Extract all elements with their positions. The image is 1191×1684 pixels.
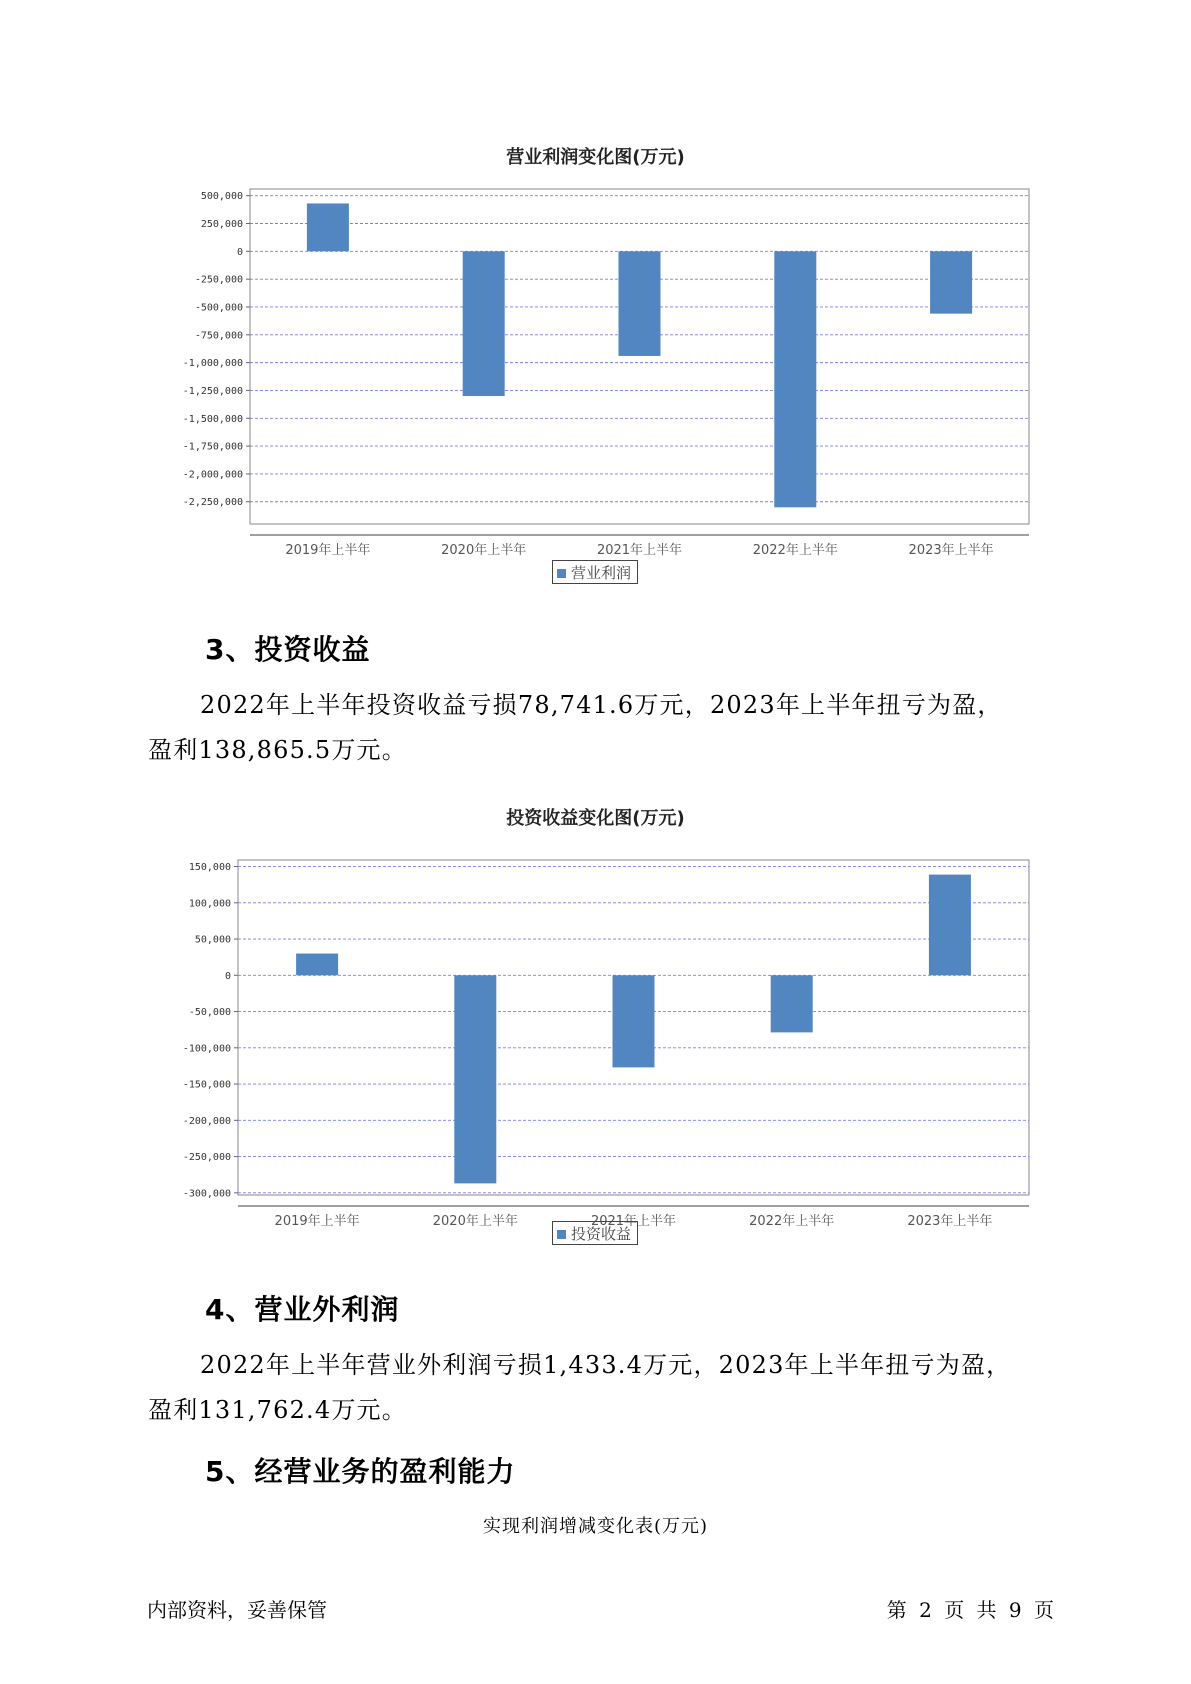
chart2-ytick-label: 0	[224, 970, 231, 982]
chart1-ytick-label: -1,000,000	[182, 358, 243, 370]
section4-heading: 4、营业外利润	[205, 1293, 400, 1326]
chart2-ytick-label: 100,000	[188, 898, 231, 910]
chart1-ytick-label: 500,000	[200, 191, 243, 203]
chart1-ytick-label: 250,000	[200, 219, 243, 231]
footer-page-number: 第 2 页 共 9 页	[886, 1598, 1054, 1622]
chart1-ytick-label: 0	[236, 246, 243, 258]
chart2-ytick-label: -50,000	[188, 1007, 231, 1019]
table-caption: 实现利润增减变化表(万元)	[482, 1516, 709, 1537]
chart1-ytick-label: -2,250,000	[182, 497, 243, 509]
chart2-xtick-label: 2019年上半年	[274, 1214, 360, 1229]
chart1-xtick-label: 2023年上半年	[908, 543, 994, 558]
section3-line1: 2022年上半年投资收益亏损78,741.6万元，2023年上半年扭亏为盈，	[200, 691, 1003, 719]
chart2-ytick-label: -250,000	[182, 1152, 231, 1164]
chart2-title: 投资收益变化图(万元)	[506, 808, 685, 829]
chart2-ytick-label: -100,000	[182, 1043, 231, 1055]
chart2-legend-swatch	[557, 1230, 566, 1239]
section4-line1: 2022年上半年营业外利润亏损1,433.4万元，2023年上半年扭亏为盈，	[200, 1351, 1012, 1379]
chart1-ytick-label: -500,000	[194, 302, 243, 314]
chart1-legend-label: 营业利润	[571, 564, 632, 582]
chart1-xtick-label: 2022年上半年	[752, 543, 838, 558]
chart2-ytick-label: -200,000	[182, 1115, 231, 1127]
chart2-xtick-label: 2023年上半年	[907, 1214, 993, 1229]
section3-heading: 3、投资收益	[205, 633, 371, 666]
chart2-ytick-label: 50,000	[194, 934, 231, 946]
chart1-ytick-label: -1,750,000	[182, 441, 243, 453]
chart1-ytick-label: -250,000	[194, 274, 243, 286]
chart2-bar	[929, 875, 971, 976]
section3-line2: 盈利138,865.5万元。	[148, 736, 407, 764]
section4-paragraph	[148, 1343, 1060, 1433]
chart1-title: 营业利润变化图(万元)	[506, 147, 685, 168]
chart1-xtick-label: 2020年上半年	[441, 543, 527, 558]
chart2-bar	[296, 954, 338, 976]
chart2-xtick-label: 2022年上半年	[749, 1214, 835, 1229]
chart2-ytick-label: -300,000	[182, 1188, 231, 1200]
chart1-ytick-label: -1,500,000	[182, 413, 243, 425]
chart2-ytick-label: 150,000	[188, 862, 231, 874]
chart2-bar	[454, 975, 496, 1183]
chart1-ytick-label: -2,000,000	[182, 469, 243, 481]
section4-line2: 盈利131,762.4万元。	[148, 1396, 407, 1424]
section5-heading: 5、经营业务的盈利能力	[205, 1455, 516, 1488]
chart2-legend	[552, 1221, 638, 1245]
chart2-bar	[613, 975, 655, 1067]
chart2-ytick-label: -150,000	[182, 1079, 231, 1091]
chart1-xtick-label: 2021年上半年	[596, 543, 683, 558]
chart2-bar	[771, 975, 813, 1032]
chart2-xtick-label: 2020年上半年	[432, 1214, 518, 1229]
chart1-xtick-label: 2019年上半年	[285, 543, 371, 558]
chart2-legend-label: 投资收益	[571, 1225, 632, 1243]
chart1-ytick-label: -750,000	[194, 330, 243, 342]
chart1-ytick-label: -1,250,000	[182, 385, 243, 397]
footer-confidential: 内部资料，妥善保管	[147, 1598, 327, 1622]
chart2-xtick-label: 2021年上半年	[590, 1214, 677, 1229]
